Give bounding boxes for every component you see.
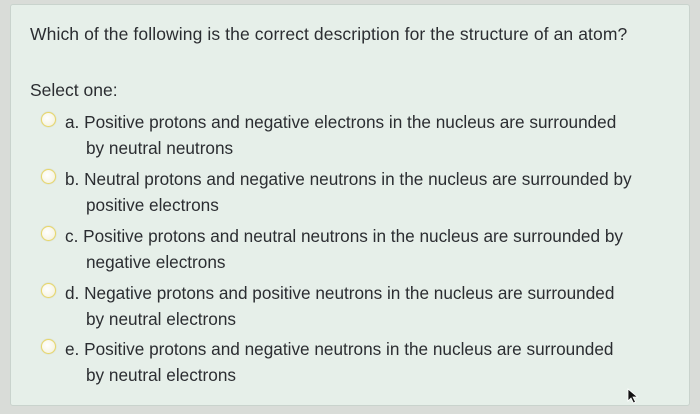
mouse-pointer-icon — [627, 388, 641, 404]
radio-button-d[interactable] — [41, 283, 56, 298]
option-c-line2: negative electrons — [86, 252, 226, 272]
option-a-line1: a. Positive protons and negative electrons in the nucleus are surrounded — [65, 112, 617, 132]
radio-button-e[interactable] — [41, 339, 56, 354]
radio-button-c[interactable] — [41, 226, 56, 241]
option-e-line2: by neutral electrons — [86, 365, 236, 385]
option-e-label[interactable] — [65, 336, 677, 388]
option-c-line1: c. Positive protons and neutral neutrons in the nucleus are surrounded by — [65, 226, 623, 246]
question-panel — [10, 4, 690, 406]
option-d-line2: by neutral electrons — [86, 309, 236, 329]
option-d-label[interactable] — [65, 280, 677, 332]
question-text: Which of the following is the correct description for the structure of an atom? — [30, 24, 628, 44]
option-c-label[interactable] — [65, 223, 677, 275]
select-one-prompt: Select one: — [30, 80, 118, 100]
option-e-line1: e. Positive protons and negative neutrons in the nucleus are surrounded — [65, 339, 614, 359]
option-b-line2: positive electrons — [86, 195, 219, 215]
option-b-line1: b. Neutral protons and negative neutrons in the nucleus are surrounded by — [65, 169, 632, 189]
option-a-line2: by neutral neutrons — [86, 138, 234, 158]
option-d-line1: d. Negative protons and positive neutrons in the nucleus are surrounded — [65, 283, 615, 303]
radio-button-a[interactable] — [41, 112, 56, 127]
radio-button-b[interactable] — [41, 169, 56, 184]
option-a-label[interactable] — [65, 109, 677, 161]
option-b-label[interactable] — [65, 166, 677, 218]
